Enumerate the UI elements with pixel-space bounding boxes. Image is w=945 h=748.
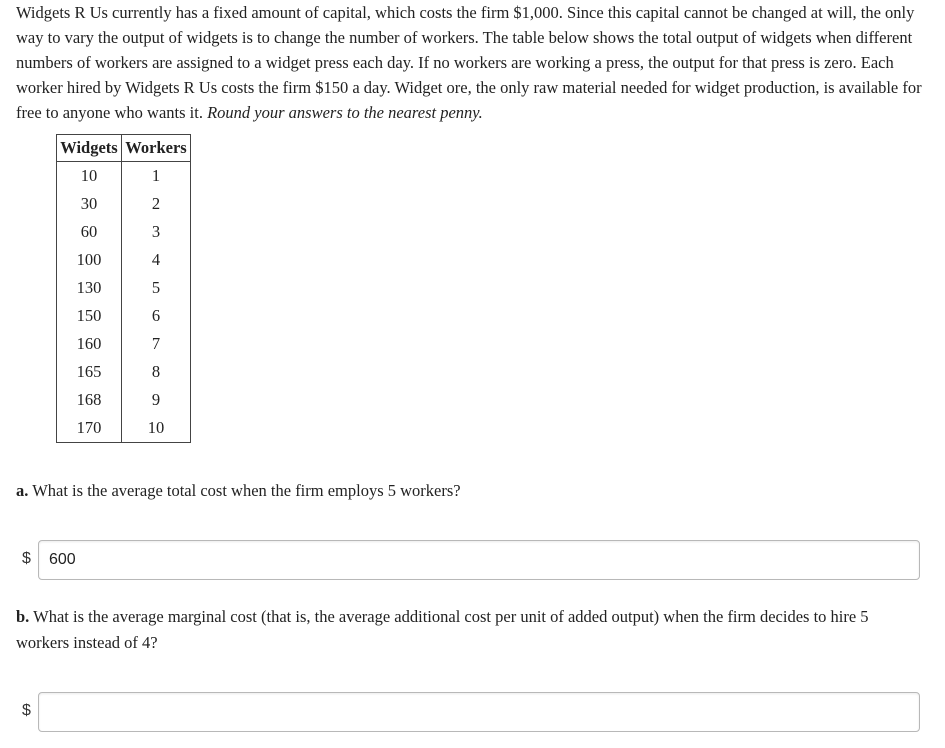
table-row <box>57 386 191 414</box>
table-row <box>57 218 191 246</box>
cell-widgets: 170 <box>57 414 122 443</box>
currency-symbol-a: $ <box>22 550 31 567</box>
cell-workers: 9 <box>122 386 191 414</box>
cell-workers: 8 <box>122 358 191 386</box>
question-a-label: a. <box>16 481 29 500</box>
currency-symbol-b: $ <box>22 702 31 719</box>
table-row <box>57 274 191 302</box>
header-widgets: Widgets <box>57 135 122 162</box>
table-header-row <box>57 135 191 162</box>
table-row <box>57 358 191 386</box>
question-a-text: What is the average total cost when the firm employs 5 workers? <box>32 481 461 500</box>
cell-workers: 6 <box>122 302 191 330</box>
answer-a-row <box>16 540 922 582</box>
problem-statement <box>16 0 931 125</box>
answer-a-input[interactable] <box>38 540 920 580</box>
cell-workers: 4 <box>122 246 191 274</box>
table-row <box>57 246 191 274</box>
cell-widgets: 150 <box>57 302 122 330</box>
question-b <box>16 604 916 656</box>
question-b-text: What is the average marginal cost (that is, the average additional cost per unit of added output) when the firm decides to hire 5 workers instead of 4? <box>16 607 869 652</box>
table-row <box>57 190 191 218</box>
cell-widgets: 30 <box>57 190 122 218</box>
cell-widgets: 130 <box>57 274 122 302</box>
cell-widgets: 160 <box>57 330 122 358</box>
cell-workers: 1 <box>122 162 191 191</box>
cell-workers: 7 <box>122 330 191 358</box>
cell-workers: 3 <box>122 218 191 246</box>
table-row <box>57 302 191 330</box>
answer-b-input[interactable] <box>38 692 920 732</box>
table-row <box>57 330 191 358</box>
cell-widgets: 100 <box>57 246 122 274</box>
cell-widgets: 60 <box>57 218 122 246</box>
table-row <box>57 162 191 191</box>
table-row <box>57 414 191 443</box>
problem-text: Widgets R Us currently has a fixed amount of capital, which costs the firm $1,000. Since this capital cannot be changed at will, the only way to vary the output of widgets is to change the number of workers. The table below shows the total output of widgets when different numbers of workers are assigned to a widget press each day. If no workers are working a press, the output for that press is zero. Each worker hired by Widgets R Us costs the firm $150 a day. Widget ore, the only raw material needed for widget production, is available for free to anyone who wants it. <box>16 3 922 122</box>
header-workers: Workers <box>122 135 191 162</box>
question-a <box>16 478 461 504</box>
cell-widgets: 168 <box>57 386 122 414</box>
cell-widgets: 10 <box>57 162 122 191</box>
cell-workers: 10 <box>122 414 191 443</box>
answer-b-row <box>16 692 922 734</box>
question-b-label: b. <box>16 607 30 626</box>
widgets-workers-table <box>56 134 191 443</box>
cell-workers: 2 <box>122 190 191 218</box>
rounding-instruction: Round your answers to the nearest penny. <box>207 103 483 122</box>
cell-widgets: 165 <box>57 358 122 386</box>
cell-workers: 5 <box>122 274 191 302</box>
